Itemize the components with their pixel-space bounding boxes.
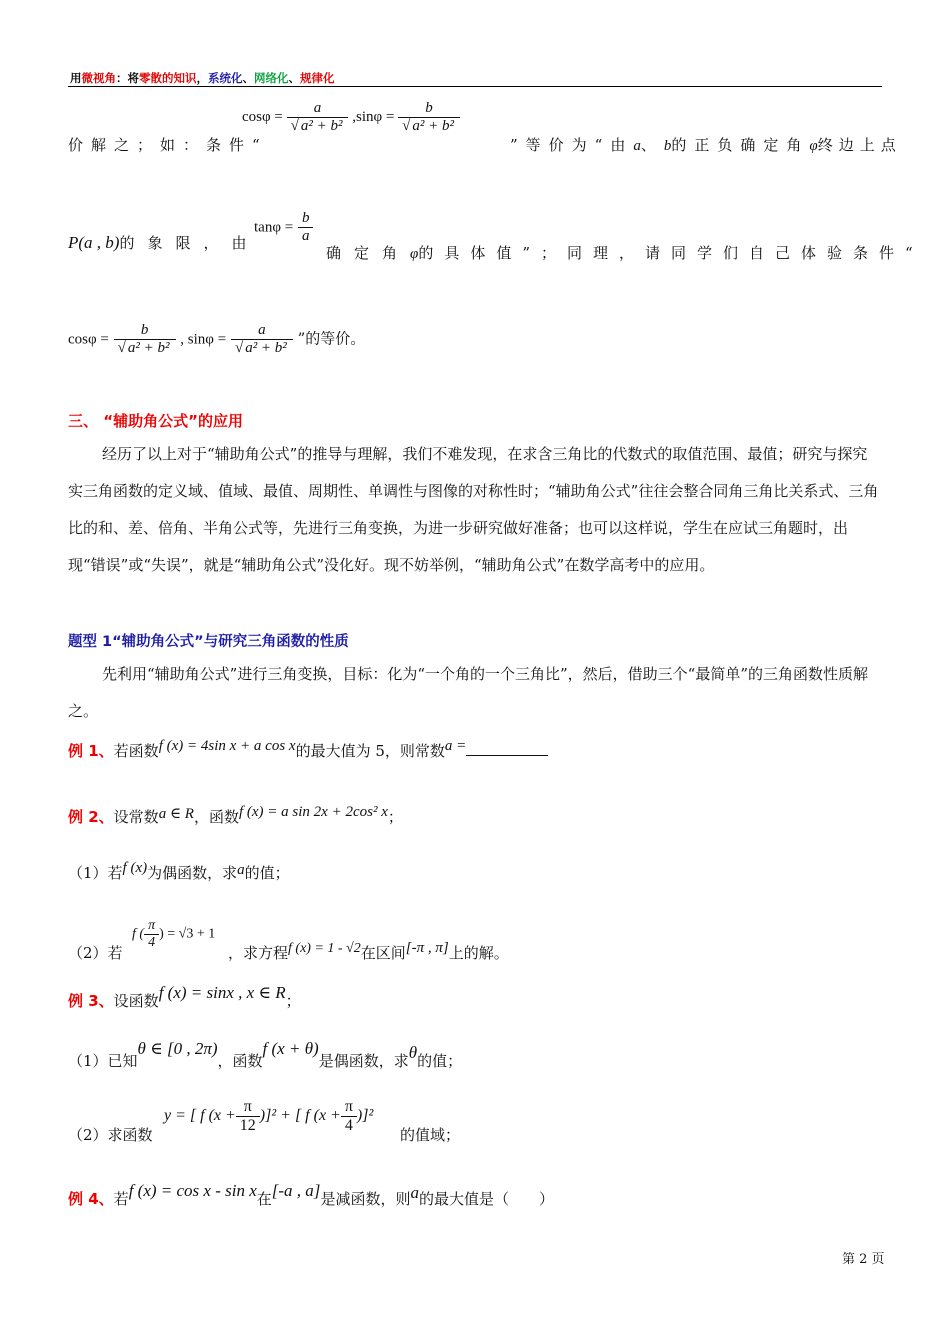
text: （2）求函数 — [68, 1126, 153, 1144]
formula-text: , sinφ = — [180, 331, 227, 348]
example-3-q1 — [68, 1039, 463, 1071]
text: ，函数 — [217, 1052, 263, 1070]
section-title: 三、 “辅助角公式”的应用 — [68, 412, 243, 430]
running-header — [70, 70, 335, 86]
example-2-q2 — [68, 942, 123, 963]
numerator: π — [148, 918, 156, 933]
formula: f (x) = 4sin x + a cos x — [158, 738, 296, 754]
formula-cos-sin — [242, 100, 460, 135]
example-1 — [68, 740, 548, 761]
header-part: 、 — [288, 71, 300, 85]
formula-text: ) = √3 + 1 — [159, 926, 216, 942]
denominator: a² + b² — [245, 340, 287, 356]
formula-text: tanφ = — [254, 219, 294, 236]
formula: f (x) — [122, 860, 148, 876]
numerator: π — [243, 1098, 252, 1115]
paragraph: 经历了以上对于“辅助角公式”的推导与理解，我们不难发现，在求含三角比的代数式的取值范围、最值；研究与探究实三角函数的定义域、值域、最值、周期性、单调性与图像的对称性时；“辅助角公式”往往会整合同角三角比关系式、三角比的和、差、倍角、半角公式等，先进行三角变换，为进一步研究做好准备；也可以这样说，学生在应试三角题时，出现“错误”或“失误”，就是“辅助角公式”没化好。现不妨举例，“辅助角公式”在数学高考中的应用。 — [68, 445, 879, 574]
fraction — [298, 210, 314, 245]
answer-blank[interactable] — [466, 741, 548, 756]
formula-y — [164, 1098, 373, 1135]
text: 的象限，由 — [119, 234, 260, 252]
text: 的最大值为 5，则常数 — [295, 742, 445, 760]
var: φ — [410, 246, 419, 262]
numerator: a — [258, 322, 266, 338]
text: 在区间 — [360, 944, 406, 962]
text: 设函数 — [113, 992, 159, 1010]
text: 的具体值”；同理，请同学们自己体验条件“ — [418, 244, 924, 262]
text: 是偶函数，求 — [318, 1052, 409, 1070]
numerator: b — [425, 100, 433, 116]
text: （2）若 — [68, 944, 123, 962]
example-3-q2 — [68, 1124, 153, 1145]
text: 价解之；如：条件“ — [68, 136, 268, 154]
example-4 — [68, 1181, 554, 1209]
header-part: 微视角 — [81, 71, 116, 85]
header-part: ， — [196, 71, 208, 85]
formula-text: )]² + [ f (x + — [259, 1107, 341, 1125]
header-part: 用 — [70, 71, 82, 85]
header-part: 零散的知识 — [139, 71, 197, 85]
text: ，函数 — [193, 808, 239, 826]
example-3 — [68, 983, 301, 1011]
text: 若 — [113, 1190, 129, 1208]
fraction — [236, 1098, 260, 1135]
formula-text: ,sinφ = — [352, 108, 395, 125]
text: 终边上点 — [817, 136, 902, 154]
formula: a = — [444, 738, 467, 754]
header-part: ：将 — [116, 71, 139, 85]
text-line — [326, 242, 924, 263]
formula-f-pi4 — [132, 918, 215, 951]
formula: a ∈ R — [158, 806, 194, 822]
denominator: a² + b² — [127, 340, 170, 356]
formula: f (x) = a sin 2x + 2cos² x — [238, 804, 388, 820]
formula: a — [237, 862, 245, 878]
denominator: 4 — [144, 934, 159, 951]
formula: [-π , π] — [405, 940, 449, 956]
numerator: b — [301, 210, 310, 226]
formula: θ — [408, 1043, 418, 1062]
formula: θ ∈ [0 , 2π) — [137, 1039, 218, 1058]
text-line — [228, 942, 509, 963]
text-line — [68, 232, 259, 253]
header-part: 网络化 — [254, 71, 289, 85]
text-line — [400, 1124, 460, 1145]
text-line — [510, 134, 902, 155]
text: 的最大值是（ ） — [418, 1190, 554, 1208]
text: 、 — [640, 136, 664, 154]
formula: f (x) = sinx , x ∈ R — [158, 983, 286, 1002]
header-part: 系统化 — [208, 71, 243, 85]
formula: f (x) = cos x - sin x — [128, 1181, 257, 1200]
var: φ — [809, 138, 818, 154]
example-label: 例 1、 — [68, 742, 114, 760]
denominator: a² + b² — [300, 118, 343, 134]
var: a — [633, 138, 641, 154]
fraction: $\frac{a}{\text{√ a² + b²}}$ — [287, 100, 349, 135]
formula: [-a , a] — [271, 1181, 321, 1200]
text: 若函数 — [113, 742, 159, 760]
formula-text: f ( — [132, 926, 145, 942]
text: （1）若 — [68, 864, 123, 882]
header-part: 规律化 — [300, 71, 335, 85]
paragraph: 先利用“辅助角公式”进行三角变换，目标：化为“一个角的一个三角比”，然后，借助三个“最简单”的三角函数性质解之。 — [68, 665, 869, 720]
formula-text: y = [ f (x + — [164, 1107, 236, 1125]
numerator: π — [344, 1098, 353, 1115]
fraction — [341, 1098, 357, 1135]
numerator: b — [140, 322, 149, 338]
text: 确定角 — [326, 244, 411, 262]
example-label: 例 4、 — [68, 1190, 114, 1208]
text: 的正负确定角 — [671, 136, 810, 154]
subsection-title: 题型 1“辅助角公式”与研究三角函数的性质 — [68, 634, 349, 650]
text: （1）已知 — [68, 1052, 138, 1070]
formula-text: cosφ = — [68, 331, 109, 348]
denominator: a — [298, 227, 314, 245]
fraction: $\frac{a}{\text{√ a² + b²}}$ — [231, 322, 293, 357]
page-number: 第 2 页 — [842, 1252, 885, 1267]
example-label: 例 2、 — [68, 808, 114, 826]
denominator: 12 — [236, 1116, 260, 1135]
var: b — [663, 138, 672, 154]
fraction: $\frac{b}{\text{√ a² + b²}}$ — [114, 322, 176, 357]
example-2 — [68, 806, 403, 827]
text: ，求方程 — [228, 944, 289, 962]
text: ； — [387, 808, 403, 826]
text: 的值； — [417, 1052, 463, 1070]
text: 设常数 — [113, 808, 159, 826]
text: 的值域； — [400, 1126, 461, 1144]
text: 为偶函数，求 — [147, 864, 238, 882]
point: P(a , b) — [68, 233, 120, 252]
text: 在 — [256, 1190, 272, 1208]
text: 的值； — [244, 864, 290, 882]
formula-text: )]² — [356, 1107, 374, 1125]
text: 上的解。 — [448, 944, 509, 962]
formula: a — [410, 1183, 419, 1202]
fraction — [144, 918, 159, 951]
example-2-q1 — [68, 862, 290, 883]
formula-cos-sin-2 — [68, 322, 365, 357]
formula: f (x) = 1 - √2 — [288, 941, 361, 956]
formula-tan — [254, 210, 313, 245]
numerator: a — [313, 100, 322, 116]
header-rule — [68, 86, 882, 87]
denominator: a² + b² — [412, 118, 454, 134]
denominator: 4 — [341, 1116, 357, 1135]
fraction: $\frac{b}{\text{√ a² + b²}}$ — [398, 100, 460, 135]
example-label: 例 3、 — [68, 992, 114, 1010]
text: ”等价为“由 — [510, 136, 634, 154]
formula: f (x + θ) — [262, 1039, 319, 1058]
text-line — [68, 134, 268, 155]
text: 是减函数，则 — [320, 1190, 411, 1208]
header-part: 、 — [242, 71, 254, 85]
text: ； — [285, 992, 301, 1010]
text: ”的等价。 — [297, 329, 366, 348]
formula-text: cosφ = — [242, 108, 283, 125]
